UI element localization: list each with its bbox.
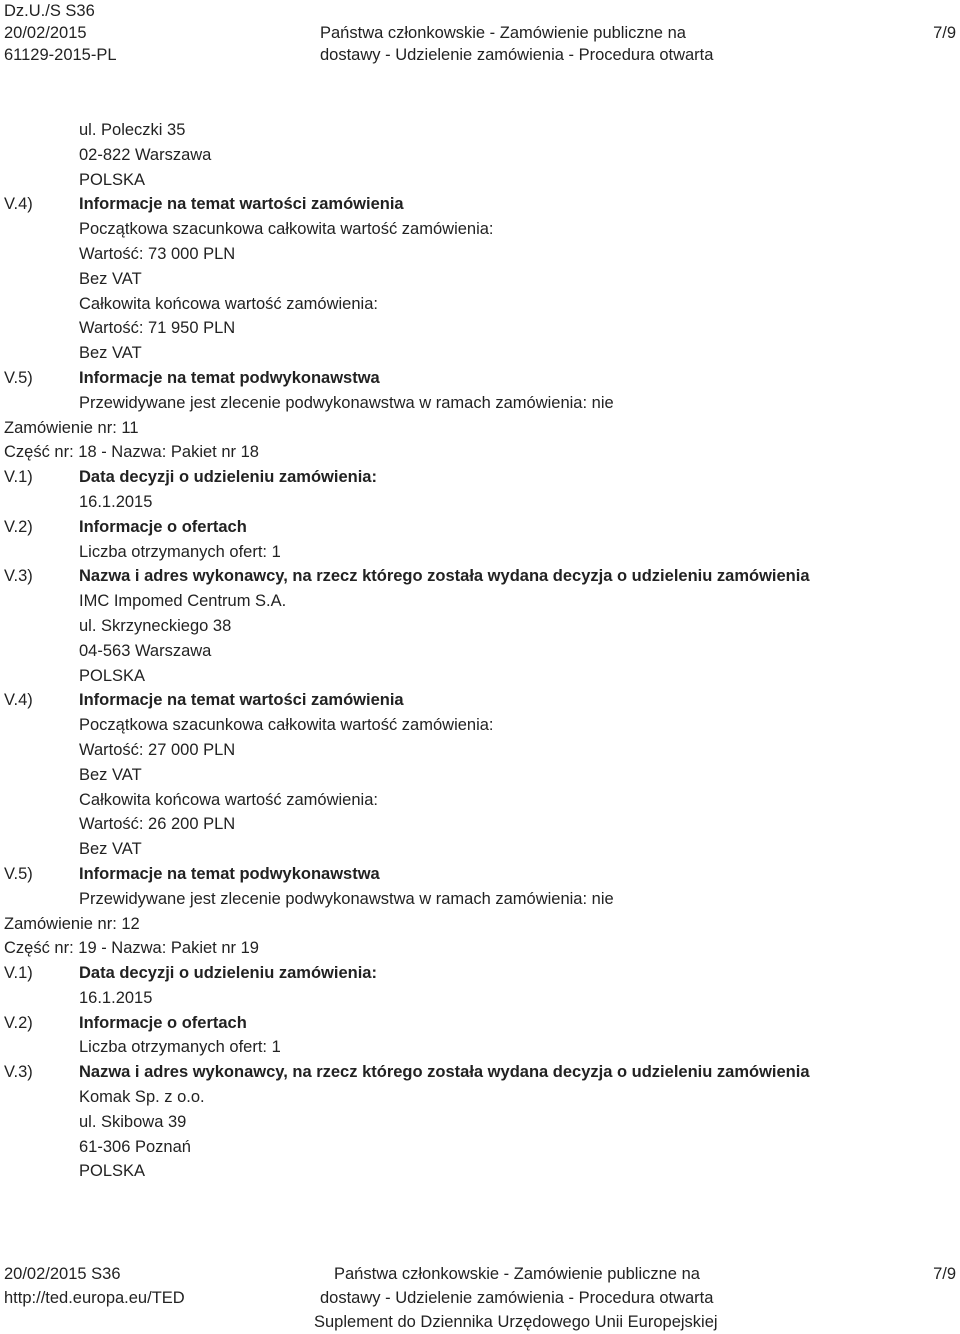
footer-page-number: 7/9: [933, 1265, 956, 1283]
section-number: V.5): [4, 864, 33, 883]
page-header: [0, 0, 960, 70]
line-text: Przewidywane jest zlecenie podwykonawstwa w ramach zamówienia: nie: [79, 889, 614, 908]
line-text: POLSKA: [79, 170, 146, 189]
document-line: [0, 1011, 960, 1036]
section-number: V.1): [4, 468, 33, 487]
document-line: [0, 887, 960, 912]
line-text: Wartość: 27 000 PLN: [79, 740, 236, 759]
document-line: [0, 366, 960, 391]
document-line: [0, 564, 960, 589]
document-line: [0, 1110, 960, 1135]
section-number: V.2): [4, 517, 33, 536]
line-text: 16.1.2015: [79, 492, 153, 511]
document-line: [0, 316, 960, 341]
document-line: [0, 168, 960, 193]
section-number: V.4): [4, 691, 33, 710]
document-line: [0, 465, 960, 490]
section-heading: Data decyzji o udzieleniu zamówienia:: [79, 964, 377, 983]
line-text: Zamówienie nr: 12: [4, 914, 140, 933]
document-line: [0, 936, 960, 961]
document-line: [0, 812, 960, 837]
section-heading: Informacje na temat wartości zamówienia: [79, 691, 404, 710]
document-line: [0, 1085, 960, 1110]
document-line: [0, 614, 960, 639]
line-text: 16.1.2015: [79, 988, 153, 1007]
line-text: ul. Skrzyneckiego 38: [79, 616, 232, 635]
document-line: [0, 217, 960, 242]
document-line: [0, 986, 960, 1011]
document-line: [0, 416, 960, 441]
document-line: [0, 713, 960, 738]
line-text: Bez VAT: [79, 765, 142, 784]
document-line: [0, 1035, 960, 1060]
line-text: Całkowita końcowa wartość zamówienia:: [79, 790, 378, 809]
line-text: Część nr: 19 - Nazwa: Pakiet nr 19: [4, 939, 259, 958]
footer-title-line2: dostawy - Udzielenie zamówienia - Procedura otwarta: [320, 1289, 714, 1307]
section-heading: Nazwa i adres wykonawcy, na rzecz którego została wydana decyzja o udzieleniu zamówienia: [79, 567, 810, 586]
section-heading: Informacje na temat podwykonawstwa: [79, 864, 380, 883]
line-text: Liczba otrzymanych ofert: 1: [79, 542, 281, 561]
document-line: [0, 118, 960, 143]
line-text: Bez VAT: [79, 269, 142, 288]
line-text: Komak Sp. z o.o.: [79, 1088, 205, 1107]
line-text: ul. Poleczki 35: [79, 121, 186, 139]
footer-date-series: 20/02/2015 S36: [4, 1265, 121, 1283]
section-number: V.3): [4, 1063, 33, 1082]
journal-ref: Dz.U./S S36: [4, 2, 95, 20]
document-line: [0, 837, 960, 862]
line-text: 04-563 Warszawa: [79, 641, 212, 660]
document-line: [0, 515, 960, 540]
section-heading: Informacje na temat wartości zamówienia: [79, 195, 404, 214]
line-text: POLSKA: [79, 666, 146, 685]
document-line: [0, 490, 960, 515]
line-text: Część nr: 18 - Nazwa: Pakiet nr 18: [4, 443, 259, 462]
document-line: [0, 862, 960, 887]
document-line: [0, 143, 960, 168]
footer-url[interactable]: http://ted.europa.eu/TED: [4, 1289, 185, 1307]
line-text: IMC Impomed Centrum S.A.: [79, 592, 287, 611]
line-text: 61-306 Poznań: [79, 1137, 191, 1156]
page-footer: [0, 1262, 960, 1334]
document-line: [0, 540, 960, 565]
document-body: [0, 118, 960, 1184]
document-line: [0, 341, 960, 366]
section-number: V.1): [4, 964, 33, 983]
line-text: Przewidywane jest zlecenie podwykonawstwa w ramach zamówienia: nie: [79, 393, 614, 412]
document-line: [0, 788, 960, 813]
document-line: [0, 192, 960, 217]
section-heading: Informacje o ofertach: [79, 1013, 247, 1032]
document-line: [0, 440, 960, 465]
line-text: Początkowa szacunkowa całkowita wartość zamówienia:: [79, 220, 494, 239]
document-line: [0, 961, 960, 986]
section-number: V.2): [4, 1013, 33, 1032]
section-heading: Nazwa i adres wykonawcy, na rzecz którego została wydana decyzja o udzieleniu zamówienia: [79, 1063, 810, 1082]
document-line: [0, 242, 960, 267]
section-number: V.4): [4, 195, 33, 214]
section-heading: Informacje o ofertach: [79, 517, 247, 536]
section-number: V.5): [4, 368, 33, 387]
line-text: POLSKA: [79, 1162, 146, 1181]
document-line: [0, 763, 960, 788]
line-text: Wartość: 73 000 PLN: [79, 244, 236, 263]
line-text: Wartość: 26 200 PLN: [79, 815, 236, 834]
line-text: Bez VAT: [79, 344, 142, 363]
line-text: 02-822 Warszawa: [79, 145, 212, 164]
page-number: 7/9: [933, 24, 956, 42]
document-line: [0, 267, 960, 292]
line-text: Liczba otrzymanych ofert: 1: [79, 1038, 281, 1057]
document-line: [0, 639, 960, 664]
header-title-line1: Państwa członkowskie - Zamówienie publiczne na: [320, 24, 686, 42]
document-line: [0, 1060, 960, 1085]
document-line: [0, 688, 960, 713]
document-line: [0, 912, 960, 937]
line-text: Zamówienie nr: 11: [4, 418, 139, 437]
document-line: [0, 391, 960, 416]
document-id: 61129-2015-PL: [4, 46, 117, 64]
document-line: [0, 664, 960, 689]
footer-supplement: Suplement do Dziennika Urzędowego Unii Europejskiej: [314, 1313, 718, 1331]
document-line: [0, 292, 960, 317]
line-text: Początkowa szacunkowa całkowita wartość zamówienia:: [79, 716, 494, 735]
section-heading: Informacje na temat podwykonawstwa: [79, 368, 380, 387]
line-text: ul. Skibowa 39: [79, 1112, 187, 1131]
document-line: [0, 1135, 960, 1160]
header-title-line2: dostawy - Udzielenie zamówienia - Procedura otwarta: [320, 46, 714, 64]
section-heading: Data decyzji o udzieleniu zamówienia:: [79, 468, 377, 487]
line-text: Wartość: 71 950 PLN: [79, 319, 236, 338]
document-line: [0, 738, 960, 763]
line-text: Bez VAT: [79, 840, 142, 859]
publication-date: 20/02/2015: [4, 24, 87, 42]
line-text: Całkowita końcowa wartość zamówienia:: [79, 294, 378, 313]
section-number: V.3): [4, 567, 33, 586]
footer-title-line1: Państwa członkowskie - Zamówienie publiczne na: [334, 1265, 700, 1283]
document-line: [0, 1159, 960, 1184]
document-line: [0, 589, 960, 614]
